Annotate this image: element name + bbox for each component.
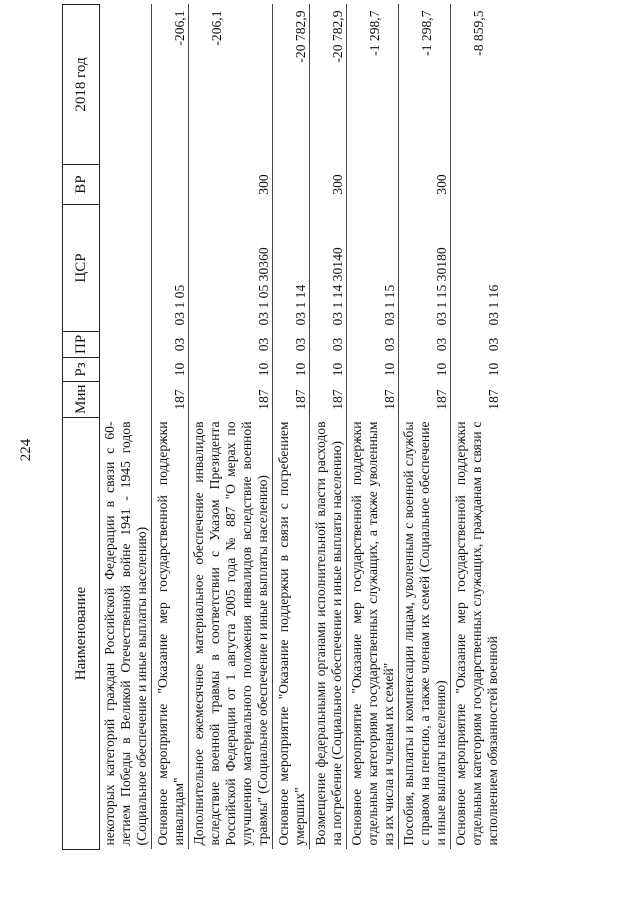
table-row bbox=[152, 5, 189, 850]
row-rz: 10 bbox=[152, 358, 189, 382]
table-header-row bbox=[63, 5, 100, 850]
row-pr: 03 bbox=[399, 332, 451, 358]
row-min: 187 bbox=[310, 382, 347, 418]
row-amount: -206,1 bbox=[152, 5, 189, 165]
header-min: Мин bbox=[63, 382, 100, 418]
header-vr: ВР bbox=[63, 165, 100, 205]
row-name: Основное мероприятие "Оказание мер государственной поддержки инвалидам" bbox=[152, 418, 189, 850]
row-csr bbox=[100, 205, 152, 332]
row-amount bbox=[100, 5, 152, 165]
row-vr: 300 bbox=[399, 165, 451, 205]
row-min: 187 bbox=[152, 382, 189, 418]
page-number: 224 bbox=[18, 438, 34, 462]
row-rz bbox=[100, 358, 152, 382]
table-row bbox=[273, 5, 310, 850]
row-name: Дополнительное ежемесячное материальное обеспечение инвалидов вследствие военной травмы в соответствии с Указом Президента Российской Федерации от 1 августа 2005 года № 887 "О мерах по улучшению материального положения инвалидов вследствие военной травмы" (Социальное обеспечение и иные выплаты населению) bbox=[189, 418, 273, 850]
table-row bbox=[189, 5, 273, 850]
row-rz: 10 bbox=[486, 362, 501, 377]
row-pr: 03 bbox=[189, 332, 273, 358]
row-amount: -8 859,5 bbox=[471, 10, 486, 56]
row-pr: 03 bbox=[152, 332, 189, 358]
row-name: Пособия, выплаты и компенсации лицам, уволенным с военной службы с правом на пенсию, а также членам их семей (Социальное обеспечение и иные выплаты населению) bbox=[399, 418, 451, 850]
row-min: 187 bbox=[399, 382, 451, 418]
header-rz: Рз bbox=[63, 358, 100, 382]
header-name: Наименование bbox=[63, 418, 100, 850]
row-min bbox=[100, 382, 152, 418]
row-rz: 10 bbox=[273, 358, 310, 382]
row-csr: 03 1 15 bbox=[347, 205, 399, 332]
table-row bbox=[347, 5, 399, 850]
row-name: некоторых категорий граждан Российской Федерации в связи с 60-летием Победы в Великой Отечественной войне 1941 - 1945 годов (Социальное обеспечение и иные выплаты населению) bbox=[100, 418, 152, 850]
row-rz: 10 bbox=[347, 358, 399, 382]
row-min: 187 bbox=[347, 382, 399, 418]
row-csr: 03 1 05 bbox=[152, 205, 189, 332]
row-csr: 03 1 14 bbox=[273, 205, 310, 332]
row-pr: 03 bbox=[486, 337, 501, 352]
header-csr: ЦСР bbox=[63, 205, 100, 332]
row-name: Основное мероприятие "Оказание мер государственной поддержки отдельным категориям государственных служащих, гражданам в связи с исполнением обязанностей военной bbox=[453, 421, 500, 846]
row-amount: -20 782,9 bbox=[310, 5, 347, 165]
row-csr: 03 1 15 30180 bbox=[399, 205, 451, 332]
row-rz: 10 bbox=[189, 358, 273, 382]
row-amount: -1 298,7 bbox=[347, 5, 399, 165]
row-rz: 10 bbox=[310, 358, 347, 382]
row-amount: -1 298,7 bbox=[399, 5, 451, 165]
row-vr: 300 bbox=[189, 165, 273, 205]
row-min: 187 bbox=[189, 382, 273, 418]
row-vr bbox=[347, 165, 399, 205]
row-csr: 03 1 14 30140 bbox=[310, 205, 347, 332]
row-vr bbox=[273, 165, 310, 205]
row-vr bbox=[451, 165, 503, 205]
table-row bbox=[100, 5, 152, 850]
row-pr bbox=[100, 332, 152, 358]
row-vr bbox=[100, 165, 152, 205]
row-min: 187 bbox=[273, 382, 310, 418]
row-name: Возмещение федеральными органами исполнительной власти расходов на погребение (Социальное обеспечение и иные выплаты населению) bbox=[310, 418, 347, 850]
row-amount: -20 782,9 bbox=[273, 5, 310, 165]
row-rz: 10 bbox=[399, 358, 451, 382]
row-vr: 300 bbox=[310, 165, 347, 205]
table-row bbox=[310, 5, 347, 850]
row-amount: -206,1 bbox=[189, 5, 273, 165]
budget-table bbox=[62, 4, 502, 850]
row-pr: 03 bbox=[310, 332, 347, 358]
row-name: Основное мероприятие "Оказание мер государственной поддержки отдельным категориям государственных служащих, а также уволенным из их числа и членам их семей" bbox=[347, 418, 399, 850]
table-row bbox=[451, 5, 503, 850]
row-pr: 03 bbox=[273, 332, 310, 358]
row-csr: 03 1 16 bbox=[486, 284, 501, 326]
row-name: Основное мероприятие "Оказание поддержки в связи с погребением умерших" bbox=[273, 418, 310, 850]
header-year: 2018 год bbox=[63, 5, 100, 165]
row-pr: 03 bbox=[347, 332, 399, 358]
row-min: 187 bbox=[486, 389, 501, 410]
row-vr bbox=[152, 165, 189, 205]
row-csr: 03 1 05 30360 bbox=[189, 205, 273, 332]
table-row bbox=[399, 5, 451, 850]
header-pr: ПР bbox=[63, 332, 100, 358]
